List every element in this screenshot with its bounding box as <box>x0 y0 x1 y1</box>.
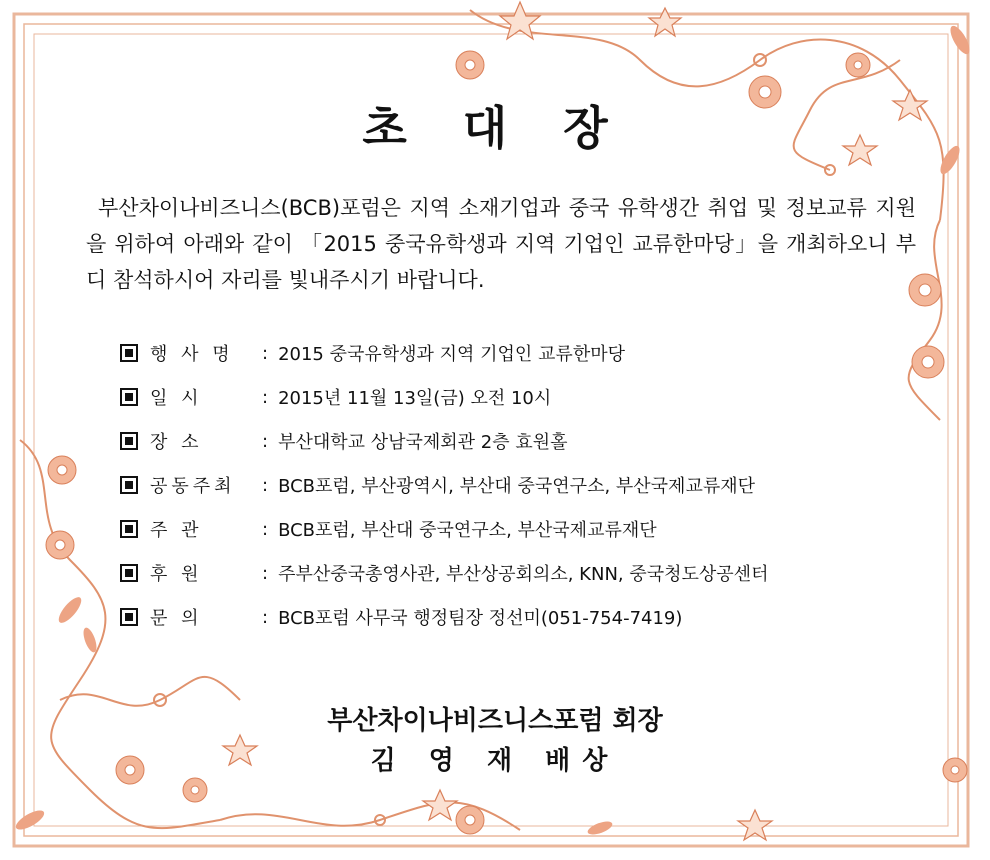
detail-value: BCB포럼 사무국 행정팀장 정선미(051-754-7419) <box>278 608 683 629</box>
square-bullet-icon <box>120 520 138 538</box>
detail-label: 후 원 <box>150 564 203 585</box>
detail-row-date <box>120 384 551 410</box>
intro-paragraph: 부산차이나비즈니스(BCB)포럼은 지역 소재기업과 중국 유학생간 취업 및 정보교류 지원을 위하여 아래와 같이 「2015 중국유학생과 지역 기업인 교류한마당」을 개최하오니 부디 참석하시어 자리를 빛내주시기 바랍니다. <box>86 196 916 292</box>
signature-name: 김 영 재 배상 <box>370 746 620 776</box>
detail-label: 일 시 <box>150 388 203 409</box>
detail-value: BCB포럼, 부산광역시, 부산대 중국연구소, 부산국제교류재단 <box>278 476 756 497</box>
detail-label: 주 관 <box>150 520 203 541</box>
detail-label: 문 의 <box>150 608 203 629</box>
detail-value: 주부산중국총영사관, 부산상공회의소, KNN, 중국청도상공센터 <box>278 564 769 585</box>
detail-row-cohost <box>120 472 755 498</box>
detail-value: 2015 중국유학생과 지역 기업인 교류한마당 <box>278 344 625 365</box>
detail-separator: : <box>262 386 269 408</box>
detail-value: BCB포럼, 부산대 중국연구소, 부산국제교류재단 <box>278 520 657 541</box>
signature-organization: 부산차이나비즈니스포럼 회장 <box>327 706 663 736</box>
square-bullet-icon <box>120 344 138 362</box>
square-bullet-icon <box>120 476 138 494</box>
invitation-title: 초 대 장 <box>362 101 628 155</box>
detail-separator: : <box>262 518 269 540</box>
detail-row-sponsor <box>120 560 768 586</box>
detail-row-organizer <box>120 516 657 542</box>
detail-separator: : <box>262 430 269 452</box>
detail-row-venue <box>120 428 568 454</box>
detail-separator: : <box>262 474 269 496</box>
detail-label: 공동주최 <box>150 476 236 497</box>
detail-row-contact <box>120 604 682 630</box>
detail-separator: : <box>262 606 269 628</box>
detail-row-event-name <box>120 340 625 366</box>
detail-value: 2015년 11월 13일(금) 오전 10시 <box>278 388 552 409</box>
square-bullet-icon <box>120 564 138 582</box>
detail-separator: : <box>262 562 269 584</box>
square-bullet-icon <box>120 432 138 450</box>
square-bullet-icon <box>120 608 138 626</box>
invitation-intro <box>86 190 916 298</box>
detail-value: 부산대학교 상남국제회관 2층 효원홀 <box>278 432 568 453</box>
detail-label: 행 사 명 <box>150 344 234 365</box>
square-bullet-icon <box>120 388 138 406</box>
detail-separator: : <box>262 342 269 364</box>
detail-label: 장 소 <box>150 432 203 453</box>
